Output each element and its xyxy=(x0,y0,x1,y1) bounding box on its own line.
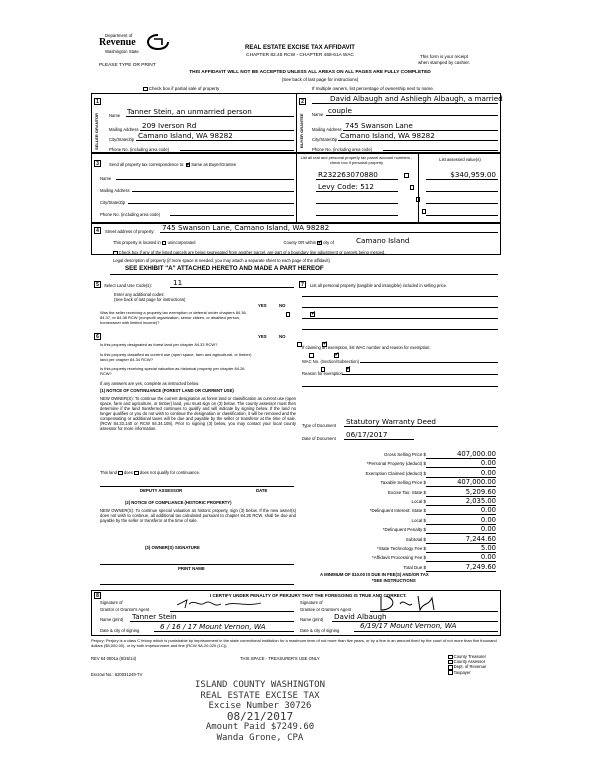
calc-value[interactable]: 5,209.60 xyxy=(426,488,496,497)
notice-compliance-title: (2) NOTICE OF COMPLIANCE (HISTORIC PROPERTY) xyxy=(125,500,232,505)
segregation-option: Check box if any of the listed parcels are being segregated from another parcel, are part of a boundary line adjustment or parcels being merged. xyxy=(113,250,385,255)
assessed-value-1[interactable]: $340,959.00 xyxy=(450,170,496,179)
owner-signature-label: (3) OWNER(S) SIGNATURE xyxy=(145,545,200,550)
calc-label: *State Technology Fee $ xyxy=(377,546,426,551)
escrow-number: Escrow No.: 620031249-TV xyxy=(91,672,143,677)
parcel-1-personal-checkbox[interactable] xyxy=(404,173,409,178)
section-4-number: 4 xyxy=(94,227,101,234)
continuance-option: This land does does not qualify for continuance. xyxy=(100,470,201,475)
buyer-city-state-zip[interactable]: Camano Island, WA 98282 xyxy=(340,131,435,140)
land-use-code[interactable]: 11 xyxy=(173,278,183,287)
historic-no-checkbox[interactable] xyxy=(346,367,351,372)
calc-label: *Delinquent Penalty $ xyxy=(382,527,426,533)
calc-label: *Affidavit Processing Fee $ xyxy=(372,555,426,561)
buyer-side-label: BUYER GRANTEE xyxy=(299,113,304,149)
stamp-county: ISLAND COUNTY WASHINGTON xyxy=(194,680,326,690)
grantor-signature[interactable] xyxy=(175,597,265,611)
current-use-yes-checkbox[interactable] xyxy=(309,353,314,358)
segregation-checkbox[interactable] xyxy=(113,251,118,256)
calc-row xyxy=(302,507,498,515)
calc-value[interactable]: 0.00 xyxy=(426,516,496,525)
dept-line2: Revenue xyxy=(99,37,136,48)
personal-property-label: List all personal property (tangible and intangible) included in selling price. xyxy=(310,283,448,288)
calc-label: Total Due $ xyxy=(403,564,426,570)
unincorporated-checkbox[interactable] xyxy=(162,241,167,246)
calc-label: Gross Selling Price $ xyxy=(383,452,426,457)
treasurer-receipt-stamp xyxy=(160,680,360,743)
multiple-owners-note: If multiple owners, list percentage of ownership next to name. xyxy=(312,86,435,91)
tax-corr-label: Send all property tax correspondence to: ✓ Same as Buyer/Grantee xyxy=(109,162,236,167)
stamp-excise-number: Excise Number 30726 xyxy=(208,701,312,711)
partial-sale-option[interactable]: Check box if partial sale of property xyxy=(143,86,219,91)
form-title: REAL ESTATE EXCISE TAX AFFIDAVIT xyxy=(245,45,355,51)
treasurer-use-label: THIS SPACE - TREASURER'S USE ONLY xyxy=(240,656,320,661)
calc-row xyxy=(302,451,498,459)
current-use-question: Is this property classified as current use (open space, farm and agricultural, or timber) land per chapter 84.34 RCW? xyxy=(100,352,252,362)
section-2-number: 2 xyxy=(299,98,306,105)
calc-label: *Delinquent Interest: State $ xyxy=(369,508,426,514)
type-or-print: PLEASE TYPE OR PRINT xyxy=(99,63,156,68)
calc-value[interactable]: 407,000.00 xyxy=(426,478,496,487)
perjury-notice: Perjury: Perjury is a class C felony which is punishable by imprisonment in the state correctional institution for a maximum term of not more than five years, or by a fine in an amount fixed by the court of not more than five thousand dollars ($5,000.00), or by both imprisonment and fine (RCW 9A.20.020 (1C)). xyxy=(91,638,497,648)
calc-row xyxy=(302,470,498,478)
section-5-number: 5 xyxy=(94,281,101,288)
calc-row xyxy=(302,460,498,468)
stamp-tax: REAL ESTATE EXCISE TAX xyxy=(200,690,320,701)
notice-compliance-body: NEW OWNER(S): To continue special valuation as historic property, sign (3) below. If the new owner(s) does not wish to continue, all additional tax calculated pursuant to chapter 84.26 RCW, shall be due and payable by the seller or transferor at the time of sale. xyxy=(100,508,296,523)
parcel-2-personal-checkbox[interactable] xyxy=(410,185,415,190)
historic-question: Is this property receiving special valuation as historical property per chapter 84.26 RCW? xyxy=(100,366,245,376)
calc-row xyxy=(302,545,498,553)
completion-warning: THIS AFFIDAVIT WILL NOT BE ACCEPTED UNLESS ALL AREAS ON ALL PAGES ARE FULLY COMPLETED xyxy=(189,70,431,75)
seller-side-label: SELLER GRANTOR xyxy=(94,112,99,150)
calc-value[interactable]: 0.00 xyxy=(426,553,496,562)
dept-line1: Department of xyxy=(105,33,133,38)
parcel-header: List all real and personal property tax parcel account numbers - check box if personal property xyxy=(300,155,413,165)
receipt-note-2: when stamped by cashier. xyxy=(418,60,471,65)
calc-label: Exemption Claimed (deduct) $ xyxy=(365,470,426,476)
property-street-address[interactable]: 745 Swanson Lane, Camano Island, WA 98282 xyxy=(162,223,330,232)
section-6-number: 6 xyxy=(94,333,101,340)
form-subtitle: CHAPTER 82.45 RCW - CHAPTER 458-61A WAC xyxy=(246,53,354,58)
calc-label: Subtotal $ xyxy=(405,536,426,542)
calc-row xyxy=(302,536,498,544)
certification-statement: I CERTIFY UNDER PENALTY OF PERJURY THAT THE FOREGOING IS TRUE AND CORRECT. xyxy=(210,593,407,598)
calc-value[interactable]: 7,244.60 xyxy=(426,535,496,544)
calc-value[interactable]: 0.00 xyxy=(426,469,496,478)
property-city-name[interactable]: Camano Island xyxy=(356,236,410,245)
calc-value[interactable]: 2,035.00 xyxy=(426,497,496,506)
exemption-yes-checkbox[interactable] xyxy=(286,312,291,317)
dor-emblem-icon xyxy=(147,34,169,50)
grantee-print-name[interactable]: David Albaugh xyxy=(334,612,387,621)
grantor-print-name[interactable]: Tanner Stein xyxy=(132,612,177,621)
calc-label: Excise Tax: State $ xyxy=(387,489,426,495)
calc-row xyxy=(302,479,498,487)
calc-value[interactable]: 0.00 xyxy=(426,459,496,468)
dept-line3: Washington State xyxy=(105,49,139,54)
calc-row xyxy=(302,554,498,562)
calc-row xyxy=(302,498,498,506)
stamp-signer: Wanda Grone, CPA xyxy=(216,732,304,743)
parcel-number-1[interactable]: R232263070880 xyxy=(318,170,378,179)
calc-value[interactable]: 5.00 xyxy=(426,544,496,553)
document-type[interactable]: Statutory Warranty Deed xyxy=(346,417,436,426)
section-3-number: 3 xyxy=(94,160,101,167)
calc-row xyxy=(302,564,498,572)
buyer-name-line2[interactable]: couple xyxy=(328,106,352,115)
section-1-number: 1 xyxy=(94,98,101,105)
exhibit-reference: SEE EXHIBIT "A" ATTACHED HERETO AND MADE A PART HEREOF xyxy=(125,265,324,272)
parcel-3-personal-checkbox[interactable] xyxy=(416,197,421,202)
receipt-note-1: This form is your receipt xyxy=(420,54,469,59)
calc-row xyxy=(302,489,498,497)
section-8-number: 8 xyxy=(94,592,101,599)
land-does-not-checkbox[interactable] xyxy=(134,471,139,476)
calc-row xyxy=(302,526,498,534)
buyer-name-line1[interactable]: David Albaugh and Ashliegh Albaugh, a married xyxy=(330,94,503,103)
calc-label: *Personal Property (deduct) $ xyxy=(366,461,426,467)
exemption-no-checkbox[interactable] xyxy=(310,312,315,317)
stamp-date: 08/21/2017 xyxy=(226,709,294,723)
copy-distribution: County Treasurer County Assessor Dept. of Revenue Taxpayer xyxy=(448,654,486,675)
calc-value[interactable]: 0.00 xyxy=(426,525,496,534)
notice-continuance-body: NEW OWNER(S): To continue the current designation as forest land or classification as current use (open space, farm and agriculture, or timber) land, you must sign on (3) below. The county assessor must then determine if the land transferred continues to qualify and will indicate by signing below. If the land no longer qualifies or you do not wish to continue the designation or classification, it will be removed and the compensating or additional taxes will be due and payable by the seller or transferor at the time of sale. (RCW 84.33.140 or RCW 84.34.108). Prior to signing (3) below, you may contact your local county assessor for more information. xyxy=(100,396,296,431)
calc-value[interactable]: 407,000.00 xyxy=(426,450,496,459)
grantor-date-city[interactable]: 6 / 16 / 17 Mount Vernon, WA xyxy=(160,622,266,631)
seller-city-state-zip[interactable]: Camano Island, WA 98282 xyxy=(138,131,233,140)
dor-logo xyxy=(99,33,179,61)
city-of-checkbox[interactable] xyxy=(317,241,322,246)
calc-row xyxy=(302,517,498,525)
land-does-checkbox[interactable] xyxy=(118,471,123,476)
exemption-question: Was the seller receiving a property tax exemption or deferral under chapters 84.36, 84.37, or 84.38 RCW (nonprofit organization, senior citizen, or disabled person, homeowner with limited income)? xyxy=(100,310,247,325)
forest-land-question: Is this property designated as forest land per chapter 84.33 RCW? xyxy=(100,342,218,347)
notice-continuance-title: (1) NOTICE OF CONTINUANCE (FOREST LAND OR CURRENT USE) xyxy=(100,388,234,393)
seller-mailing-address[interactable]: 209 Iverson Rd xyxy=(142,121,197,130)
assessed-value-header: List assessed value(s) xyxy=(439,157,481,162)
calc-label: Local $ xyxy=(411,499,426,504)
document-date[interactable]: 06/17/2017 xyxy=(346,430,388,439)
section-7-number: 7 xyxy=(299,281,306,288)
form-revision: REV 84 0001a (8/26/14) xyxy=(91,656,137,661)
partial-sale-checkbox[interactable] xyxy=(143,87,148,92)
property-location: This property is located in unincorporated County OR within ✓ city of xyxy=(113,240,334,245)
parcel-4-personal-checkbox[interactable] xyxy=(422,209,427,214)
buyer-mailing-address[interactable]: 745 Swanson Lane xyxy=(345,121,413,130)
calc-value[interactable]: 7,249.60 xyxy=(426,563,496,572)
legal-description-label: Legal description of property (if more space is needed, you may attach a separate sheet to each page of the affidavit) xyxy=(113,258,330,263)
calc-value[interactable]: 0.00 xyxy=(426,506,496,515)
stamp-amount-paid: Amount Paid $7249.60 xyxy=(205,722,315,732)
current-use-no-checkbox[interactable] xyxy=(334,353,339,358)
calc-label: Local $ xyxy=(411,517,426,523)
parcel-number-2[interactable]: Levy Code: 512 xyxy=(318,182,374,191)
seller-name[interactable]: Tanner Stein, an unmarried person xyxy=(127,107,252,116)
grantee-date-city[interactable]: 6/19/17 Mount Vernon, WA xyxy=(360,621,457,630)
same-as-buyer-checkbox[interactable] xyxy=(186,163,191,168)
calc-label: Taxable Selling Price $ xyxy=(380,480,426,486)
minimum-due-note: A MINIMUM OF $10.00 IS DUE IN FEE(S) AND/OR TAX xyxy=(320,572,429,577)
see-back-note: (See back of last page for instructions) xyxy=(281,77,359,82)
